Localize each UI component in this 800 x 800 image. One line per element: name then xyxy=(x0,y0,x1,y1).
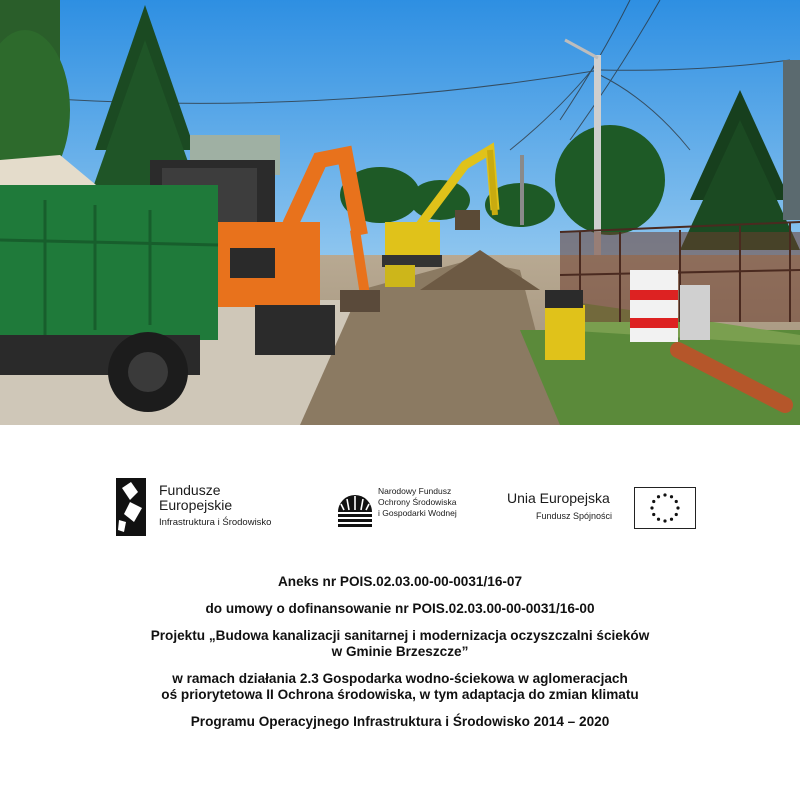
project-title-line1: Projektu „Budowa kanalizacji sanitarnej i modernizacja oczyszczalni ścieków xyxy=(150,628,650,643)
eu-stars-circle xyxy=(635,488,695,528)
eu-star xyxy=(670,495,673,498)
eu-title: Unia Europejska xyxy=(507,490,610,506)
eu-star xyxy=(675,500,678,503)
eu-star xyxy=(650,506,653,509)
action-line1: w ramach działania 2.3 Gospodarka wodno-ściekowa w aglomeracjach xyxy=(172,671,628,686)
agreement-number: do umowy o dofinansowanie nr POIS.02.03.00-00-0031/16-00 xyxy=(205,601,595,616)
eu-star xyxy=(675,513,678,516)
fe-title-line2: Europejskie xyxy=(159,497,233,513)
logo-unia-europejska xyxy=(506,487,702,533)
fe-subtitle: Infrastruktura i Środowisko xyxy=(159,517,272,528)
eu-star xyxy=(657,495,660,498)
logo-nfosigw xyxy=(336,484,476,534)
fundusze-europejskie-icon xyxy=(116,478,146,536)
eu-star xyxy=(670,518,673,521)
eu-star xyxy=(652,500,655,503)
programme-name: Programu Operacyjnego Infrastruktura i Środowisko 2014 – 2020 xyxy=(190,714,610,729)
fe-title-line1: Fundusze xyxy=(159,482,221,498)
nfosigw-line2: Ochrony Środowiska xyxy=(378,497,457,507)
annex-number: Aneks nr POIS.02.03.00-00-0031/16-07 xyxy=(277,574,523,589)
eu-flag-icon xyxy=(634,487,696,529)
project-title-line2: w Gminie Brzeszcze” xyxy=(331,644,469,659)
eu-star xyxy=(663,493,666,496)
eu-star xyxy=(652,513,655,516)
eu-star xyxy=(676,506,679,509)
nfosigw-icon xyxy=(336,486,374,528)
nfosigw-line1: Narodowy Fundusz xyxy=(378,486,452,496)
action-line2: oś priorytetowa II Ochrona środowiska, w tym adaptacja do zmian klimatu xyxy=(161,687,639,702)
eu-star xyxy=(657,518,660,521)
eu-subtitle: Fundusz Spójności xyxy=(536,511,613,521)
nfosigw-line3: i Gospodarki Wodnej xyxy=(378,508,457,518)
eu-star xyxy=(663,519,666,522)
logo-fundusze-europejskie xyxy=(116,478,296,538)
